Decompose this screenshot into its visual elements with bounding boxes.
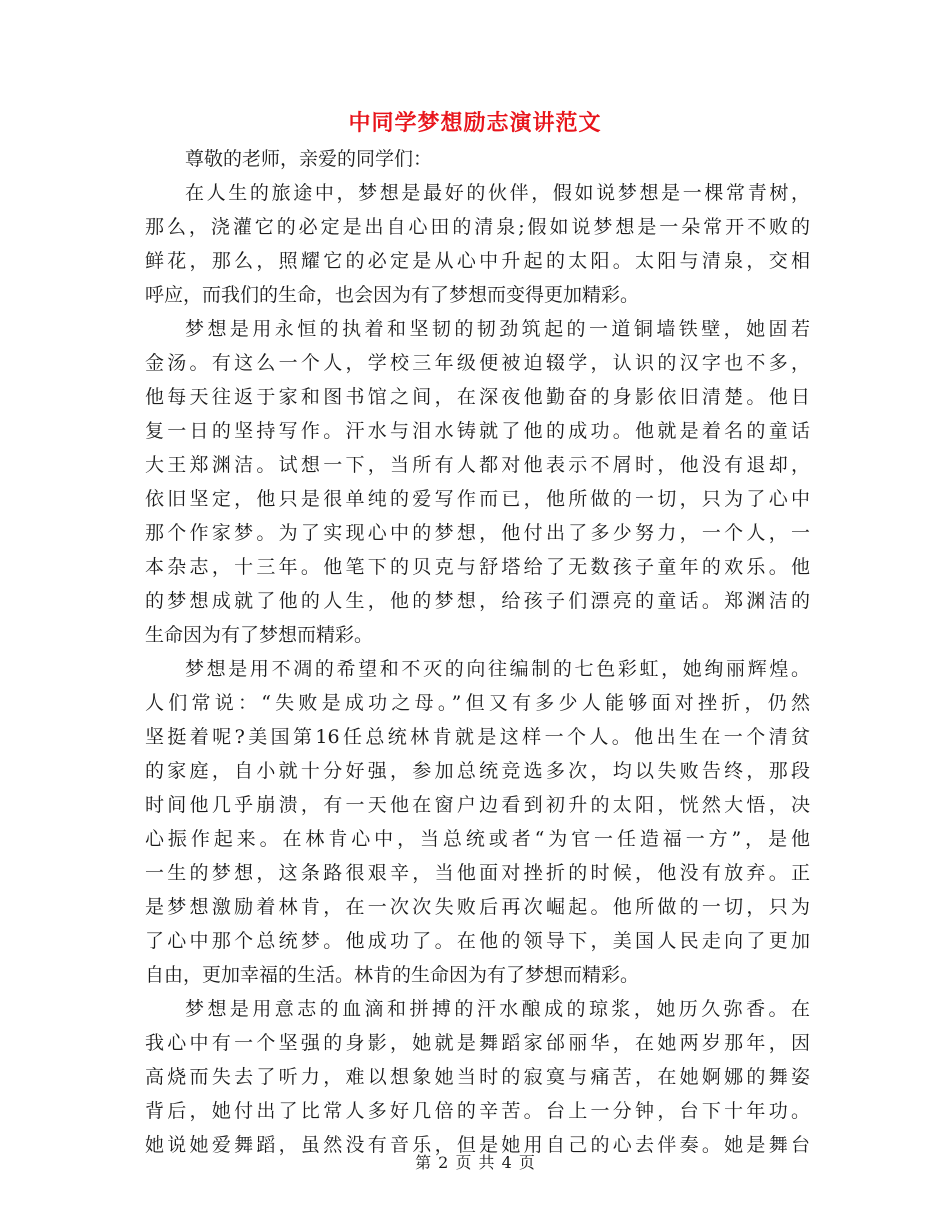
text-line: 大王郑渊洁。试想一下，当所有人都对他表示不屑时，他没有退却， — [145, 454, 810, 476]
text-line: 一生的梦想，这条路很艰辛，当他面对挫折的时候，他没有放弃。正 — [145, 862, 810, 884]
text-line: 我心中有一个坚强的身影，她就是舞蹈家邰丽华，在她两岁那年，因 — [145, 1032, 810, 1054]
text-line: 是梦想激励着林肯，在一次次失败后再次崛起。他所做的一切，只为 — [145, 896, 810, 918]
text-line: 呼应，而我们的生命，也会因为有了梦想而变得更加精彩。 — [145, 284, 640, 306]
text-line: 人们常说：“失败是成功之母。”但又有多少人能够面对挫折，仍然 — [145, 692, 810, 714]
text-line: 她说她爱舞蹈，虽然没有音乐，但是她用自己的心去伴奏。她是舞台 — [145, 1134, 810, 1156]
text-line: 鲜花，那么，照耀它的必定是从心中升起的太阳。太阳与清泉，交相 — [145, 250, 810, 272]
text-line: 生命因为有了梦想而精彩。 — [145, 624, 374, 646]
text-line: 他每天往返于家和图书馆之间，在深夜他勤奋的身影依旧清楚。他日 — [145, 386, 810, 408]
text-line: 梦想是用永恒的执着和坚韧的韧劲筑起的一道铜墙铁壁，她固若 — [185, 318, 810, 340]
text-line: 那个作家梦。为了实现心中的梦想，他付出了多少努力，一个人，一 — [145, 522, 810, 544]
text-line: 尊敬的老师，亲爱的同学们： — [185, 148, 433, 170]
text-line: 梦想是用不凋的希望和不灭的向往编制的七色彩虹，她绚丽辉煌。 — [185, 658, 810, 680]
text-line: 复一日的坚持写作。汗水与泪水铸就了他的成功。他就是着名的童话 — [145, 420, 810, 442]
page-footer: 第 2 页 共 4 页 — [415, 1153, 535, 1172]
text-line: 金汤。有这么一个人，学校三年级便被迫辍学，认识的汉字也不多， — [145, 352, 810, 374]
text-line: 背后，她付出了比常人多好几倍的辛苦。台上一分钟，台下十年功。 — [145, 1100, 810, 1122]
text-line: 那么，浇灌它的必定是出自心田的清泉;假如说梦想是一朵常开不败的 — [145, 216, 810, 238]
text-line: 坚挺着呢?美国第16任总统林肯就是这样一个人。他出生在一个清贫 — [145, 726, 810, 748]
text-line: 的梦想成就了他的人生，他的梦想，给孩子们漂亮的童话。郑渊洁的 — [145, 590, 810, 612]
text-line: 了心中那个总统梦。他成功了。在他的领导下，美国人民走向了更加 — [145, 930, 810, 952]
text-line: 心振作起来。在林肯心中，当总统或者“为官一任造福一方”，是他 — [145, 828, 810, 850]
text-line: 高烧而失去了听力，难以想象她当时的寂寞与痛苦，在她婀娜的舞姿 — [145, 1066, 810, 1088]
page-title: 中同学梦想励志演讲范文 — [348, 110, 602, 136]
text-line: 在人生的旅途中，梦想是最好的伙伴，假如说梦想是一棵常青树， — [185, 182, 810, 204]
document-body — [145, 142, 810, 1162]
text-line: 依旧坚定，他只是很单纯的爱写作而已，他所做的一切，只为了心中 — [145, 488, 810, 510]
text-line: 本杂志，十三年。他笔下的贝克与舒塔给了无数孩子童年的欢乐。他 — [145, 556, 810, 578]
text-line: 的家庭，自小就十分好强，参加总统竞选多次，均以失败告终，那段 — [145, 760, 810, 782]
text-line: 时间他几乎崩溃，有一天他在窗户边看到初升的太阳，恍然大悟，决 — [145, 794, 810, 816]
text-line: 梦想是用意志的血滴和拼搏的汗水酿成的琼浆，她历久弥香。在 — [185, 998, 810, 1020]
text-line: 自由，更加幸福的生活。林肯的生命因为有了梦想而精彩。 — [145, 964, 640, 986]
